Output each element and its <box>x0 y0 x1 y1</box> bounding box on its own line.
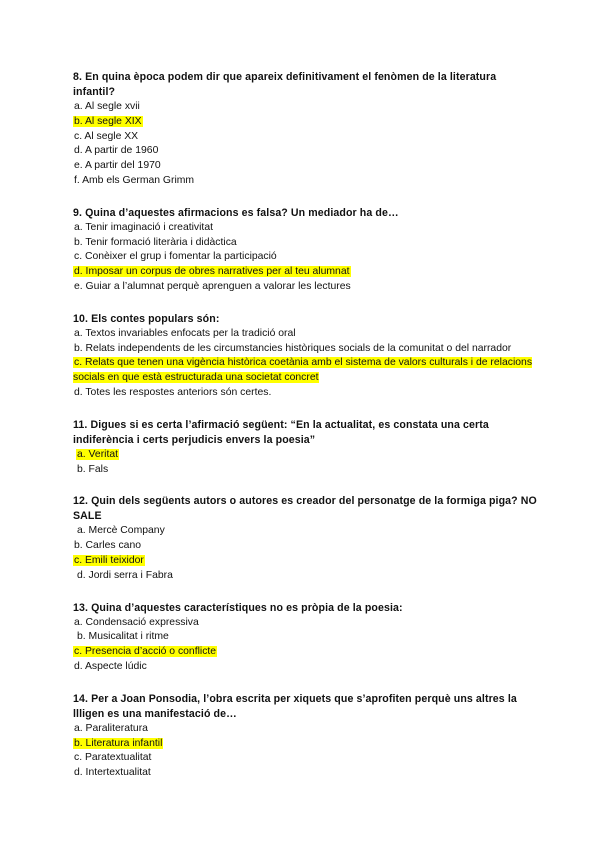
question-title: 8. En quina època podem dir que apareix definitivament el fenòmen de la literatura infantil? <box>73 71 497 98</box>
answer-option-highlighted: c. Presencia d’acció o conflicte <box>74 646 217 658</box>
question-title: 11. Digues si es certa l’afirmació següent: “En la actualitat, es constata una certa indiferència i certs perjudicis envers la poesia” <box>73 418 489 446</box>
answer-option: b. Fals <box>77 463 109 475</box>
answer-option: c. Conèixer el grup i fomentar la participació <box>74 251 277 263</box>
answer-option: d. Jordi serra i Fabra <box>77 569 173 581</box>
answer-option: c. Paratextualitat <box>74 752 152 764</box>
answer-option: a. Textos invariables enfocats per la tradició oral <box>74 327 296 339</box>
answer-option: f. Amb els German Grimm <box>74 174 195 186</box>
answer-option: a. Condensació expressiva <box>74 616 199 628</box>
answer-option: b. Relats independents de les circumstancies històriques socials de la comunitat o del narrador <box>74 342 512 354</box>
answer-option: a. Mercè Company <box>77 525 165 537</box>
answer-option: a. Al segle xvii <box>74 101 140 112</box>
answer-option: d. Intertextualitat <box>74 767 151 779</box>
question-title: 14. Per a Joan Ponsodia, l’obra escrita per xiquets que s’aprofiten perquè uns altres la llligen es una manifestació de… <box>73 692 517 720</box>
question-8 <box>73 70 540 189</box>
question-13 <box>73 601 540 675</box>
question-title: 13. Quina d’aquestes característiques no es pròpia de la poesia: <box>73 601 403 614</box>
answer-option-highlighted: b. Al segle XIX <box>74 115 142 127</box>
answer-option: b. Tenir formació literària i didàctica <box>74 236 237 248</box>
answer-option: b. Musicalitat i ritme <box>77 631 169 643</box>
question-12 <box>73 494 540 583</box>
question-9 <box>73 206 540 295</box>
question-14 <box>73 692 540 781</box>
question-10 <box>73 312 540 401</box>
answer-option: e. A partir del 1970 <box>74 160 161 172</box>
question-title: 12. Quin dels següents autors o autores es creador del personatge de la formiga piga? NO SALE <box>73 495 537 523</box>
answer-option-highlighted: a. Veritat <box>77 448 119 460</box>
answer-option-highlighted: b. Literatura infantil <box>74 737 163 749</box>
answer-option: e. Guiar a l’alumnat perquè aprenguen a valorar les lectures <box>74 280 351 292</box>
answer-option: b. Carles cano <box>74 540 141 552</box>
answer-option: c. Al segle XX <box>74 130 139 142</box>
answer-option-highlighted: c. Relats que tenen una vigència històrica coetània amb el sistema de valors culturals i de relacions socials en que està estructurada una societat concret <box>73 357 533 384</box>
question-title: 10. Els contes populars són: <box>73 312 220 325</box>
question-11 <box>73 418 540 478</box>
answer-option-highlighted: d. Imposar un corpus de obres narratives per al teu alumnat <box>74 266 350 278</box>
answer-option: d. A partir de 1960 <box>74 145 159 157</box>
answer-option: a. Paraliteratura <box>74 722 148 734</box>
answer-option: d. Totes les respostes anteriors són certes. <box>74 386 272 398</box>
answer-option: a. Tenir imaginació i creativitat <box>74 221 213 233</box>
question-title: 9. Quina d’aquestes afirmacions es falsa? Un mediador ha de… <box>73 206 399 219</box>
answer-option-highlighted: c. Emili teixidor <box>74 554 144 566</box>
answer-option: d. Aspecte lúdic <box>74 660 147 672</box>
